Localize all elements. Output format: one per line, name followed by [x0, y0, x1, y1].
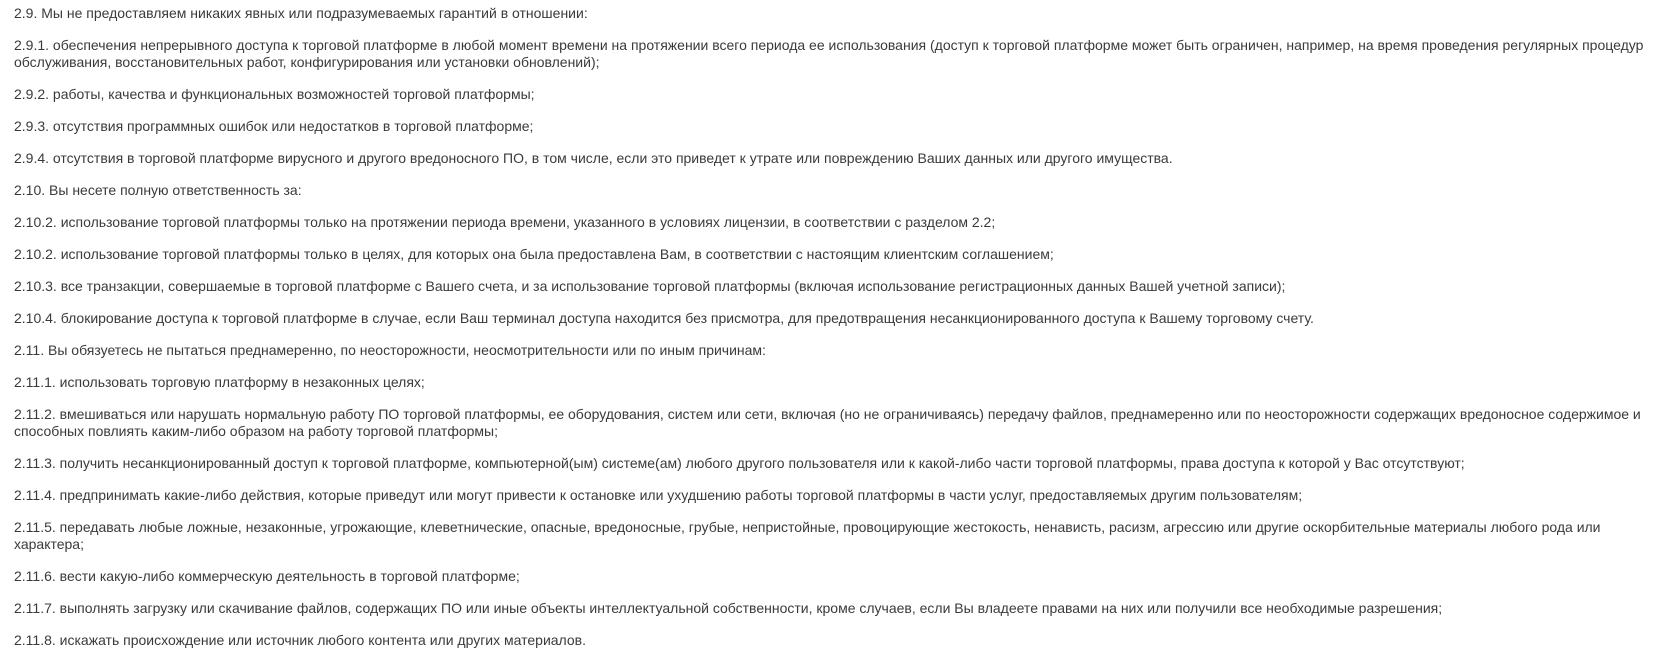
clause-2-10-2a: 2.10.2. использование торговой платформы только на протяжении периода времени, указанного в условиях лицензии, в соответствии с разделом 2.2;: [14, 214, 996, 230]
clause-2-11-2: 2.11.2. вмешиваться или нарушать нормальную работу ПО торговой платформы, ее оборудования, систем или сети, включая (но не ограничиваясь) передачу файлов, преднамеренно или по неосторожности содержащих вредоносное содержимое и способных повлиять каким-либо образом на работу торговой платформы;: [14, 406, 1641, 439]
clause-2-11-7: 2.11.7. выполнять загрузку или скачивание файлов, содержащих ПО или иные объекты интеллектуальной собственности, кроме случаев, если Вы владеете правами на них или получили все необходимые разрешения;: [14, 600, 1443, 616]
clause-2-10-4: 2.10.4. блокирование доступа к торговой платформе в случае, если Ваш терминал доступа находится без присмотра, для предотвращения несанкционированного доступа к Вашему торговому счету.: [14, 310, 1314, 326]
clause-2-10-2b: 2.10.2. использование торговой платформы только в целях, для которых она была предоставлена Вам, в соответствии с настоящим клиентским соглашением;: [14, 246, 1054, 262]
clause-2-9-3: 2.9.3. отсутствия программных ошибок или недостатков в торговой платформе;: [14, 118, 534, 134]
clause-2-11-5: 2.11.5. передавать любые ложные, незаконные, угрожающие, клеветнические, опасные, вредоносные, грубые, непристойные, провоцирующие жестокость, ненависть, расизм, агрессию или другие оскорбительные материалы любого рода или характера;: [14, 519, 1601, 552]
clause-2-9-2: 2.9.2. работы, качества и функциональных возможностей торговой платформы;: [14, 86, 535, 102]
clause-2-11-6: 2.11.6. вести какую-либо коммерческую деятельность в торговой платформе;: [14, 568, 520, 584]
clause-2-9-4: 2.9.4. отсутствия в торговой платформе вирусного и другого вредоносного ПО, в том числе, если это приведет к утрате или повреждению Ваших данных или другого имущества.: [14, 150, 1173, 166]
document-body: [14, 5, 1650, 664]
clause-2-11-3: 2.11.3. получить несанкционированный доступ к торговой платформе, компьютерной(ым) системе(ам) любого другого пользователя или к какой-либо части торговой платформы, права доступа к которой у Вас отсутствуют;: [14, 455, 1465, 471]
clause-2-9: 2.9. Мы не предоставляем никаких явных или подразумеваемых гарантий в отношении:: [14, 5, 588, 21]
clause-2-11-8: 2.11.8. искажать происхождение или источник любого контента или других материалов.: [14, 632, 586, 648]
clause-2-10-3: 2.10.3. все транзакции, совершаемые в торговой платформе с Вашего счета, и за использование торговой платформы (включая использование регистрационных данных Вашей учетной записи);: [14, 278, 1286, 294]
clause-2-9-1: 2.9.1. обеспечения непрерывного доступа к торговой платформе в любой момент времени на протяжении всего периода ее использования (доступ к торговой платформе может быть ограничен, например, на время проведения регулярных процедур обслуживания, восстановительных работ, конфигурирования или установки обновлений);: [14, 37, 1644, 70]
clause-2-11-1: 2.11.1. использовать торговую платформу в незаконных целях;: [14, 374, 425, 390]
clause-2-11: 2.11. Вы обязуетесь не пытаться преднамеренно, по неосторожности, неосмотрительности или по иным причинам:: [14, 342, 766, 358]
clause-2-11-4: 2.11.4. предпринимать какие-либо действия, которые приведут или могут привести к остановке или ухудшению работы торговой платформы в части услуг, предоставляемых другим пользователям;: [14, 487, 1303, 503]
clause-2-10: 2.10. Вы несете полную ответственность за:: [14, 182, 302, 198]
